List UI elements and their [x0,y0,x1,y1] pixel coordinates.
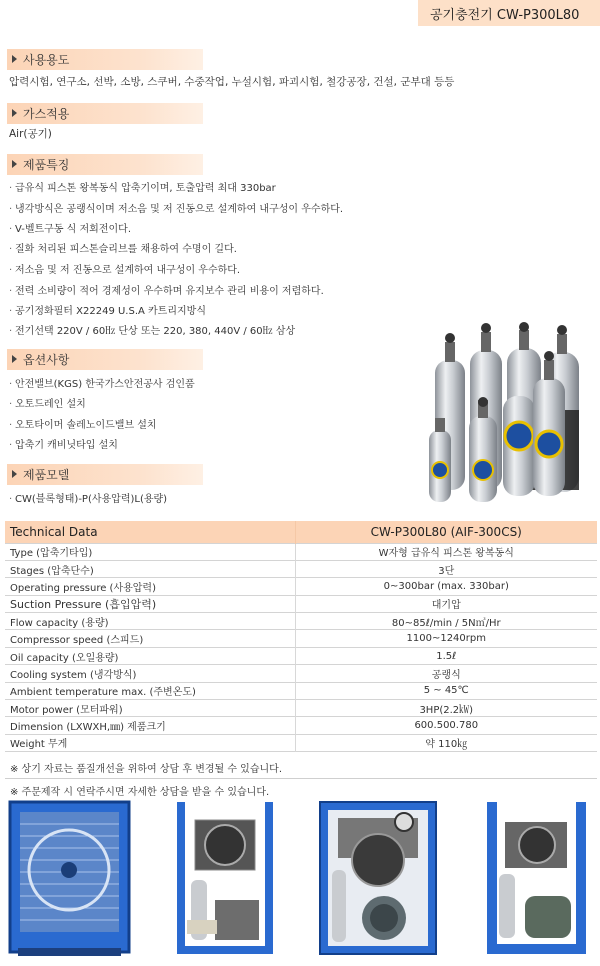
spec-row: Type (압축기타입) W자형 급유식 피스톤 왕복동식 [5,543,597,560]
section-heading: 제품특징 [23,158,70,172]
spec-row: Oil capacity (오일용량) 1.5ℓ [5,647,597,664]
spec-header-model: CW-P300L80 (AIF-300CS) [295,521,597,543]
gas-text: Air(공기) [9,128,52,140]
spec-row: Dimension (LXWXH,㎜) 제품크기 600.500.780 [5,717,597,734]
divider [5,778,597,779]
compressor-side-open-image [485,800,588,960]
usage-text: 압력시험, 연구소, 선박, 소방, 스쿠버, 수중작업, 누설시험, 파괴시험, 철강공장, 건설, 군부대 등등 [9,76,455,88]
section-heading: 사용용도 [23,53,70,67]
spec-row: Operating pressure (사용압력) 0~300bar (max. 330bar) [5,578,597,595]
option-item: · 오토드레인 설치 [9,399,86,410]
spec-row: Stages (압축단수) 3단 [5,560,597,577]
spec-row: Flow capacity (용량) 80~85ℓ/min / 5N㎥/Hr [5,613,597,630]
spec-row: Compressor speed (스피드) 1100~1240rpm [5,630,597,647]
feature-item: · V-벨트구동 식 저회전이다. [9,224,131,235]
spec-row: Suction Pressure (흡입압력) 대기압 [5,595,597,612]
compressor-side-image [175,800,275,960]
triangle-bullet-icon [12,355,17,363]
option-item: · 압축기 캐비닛타입 설치 [9,440,118,451]
option-item: · 안전밸브(KGS) 한국가스안전공사 검인품 [9,379,195,390]
triangle-bullet-icon [12,160,17,168]
note-quality: ※ 상기 자료는 품질개선을 위하여 상담 후 변경될 수 있습니다. [10,764,283,775]
compressor-open-front-image [318,800,438,960]
tank-front-big [503,396,535,496]
spec-table-header [5,521,597,543]
model-item: · CW(블록형태)-P(사용압력)L(용량) [9,494,168,505]
spec-table [5,521,597,752]
compressor-cabinet-front-image [8,800,131,960]
option-item: · 오토타이머 솔레노이드밸브 설치 [9,420,157,431]
section-header-gas [7,103,203,124]
spec-header-label: Technical Data [5,521,295,543]
feature-item: · 전기선택 220V / 60㎐ 단상 또는 220, 380, 440V / 60㎐ 삼상 [9,326,296,337]
feature-item: · 급유식 피스톤 왕복동식 압축기이며, 토출압력 최대 330bar [9,183,276,194]
section-header-usage [7,49,203,70]
feature-item: · 냉각방식은 공랭식이며 저소음 및 저 진동으로 설계하여 내구성이 우수하다. [9,204,344,215]
section-heading: 옵션사항 [23,353,70,367]
triangle-bullet-icon [12,470,17,478]
section-header-model [7,464,203,485]
air-tanks-image [425,320,597,505]
spec-row: Motor power (모터파워) 3HP(2.2㎾) [5,700,597,717]
feature-item: · 질화 처리된 피스톤슬리브를 채용하여 수명이 길다. [9,244,237,255]
section-heading: 가스적용 [23,107,70,121]
feature-item: · 전력 소비량이 적어 경제성이 우수하며 유지보수 관리 비용이 저렴하다. [9,286,324,297]
spec-row: Weight 무게 약 110㎏ [5,734,597,751]
spec-row: Cooling system (냉각방식) 공랭식 [5,665,597,682]
section-heading: 제품모델 [23,468,70,482]
section-header-options [7,349,203,370]
page-title: 공기충전기 CW-P300L80 [430,8,580,23]
spec-row: Ambient temperature max. (주변온도) 5 ~ 45℃ [5,682,597,699]
triangle-bullet-icon [12,55,17,63]
note-order: ※ 주문제작 시 연락주시면 자세한 상담을 받을 수 있습니다. [10,787,270,798]
section-header-features [7,154,203,175]
feature-item: · 저소음 및 저 진동으로 설계하여 내구성이 우수하다. [9,265,241,276]
feature-item: · 공기정화필터 X22249 U.S.A 카트리지방식 [9,306,206,317]
title-bar [418,0,600,26]
triangle-bullet-icon [12,109,17,117]
